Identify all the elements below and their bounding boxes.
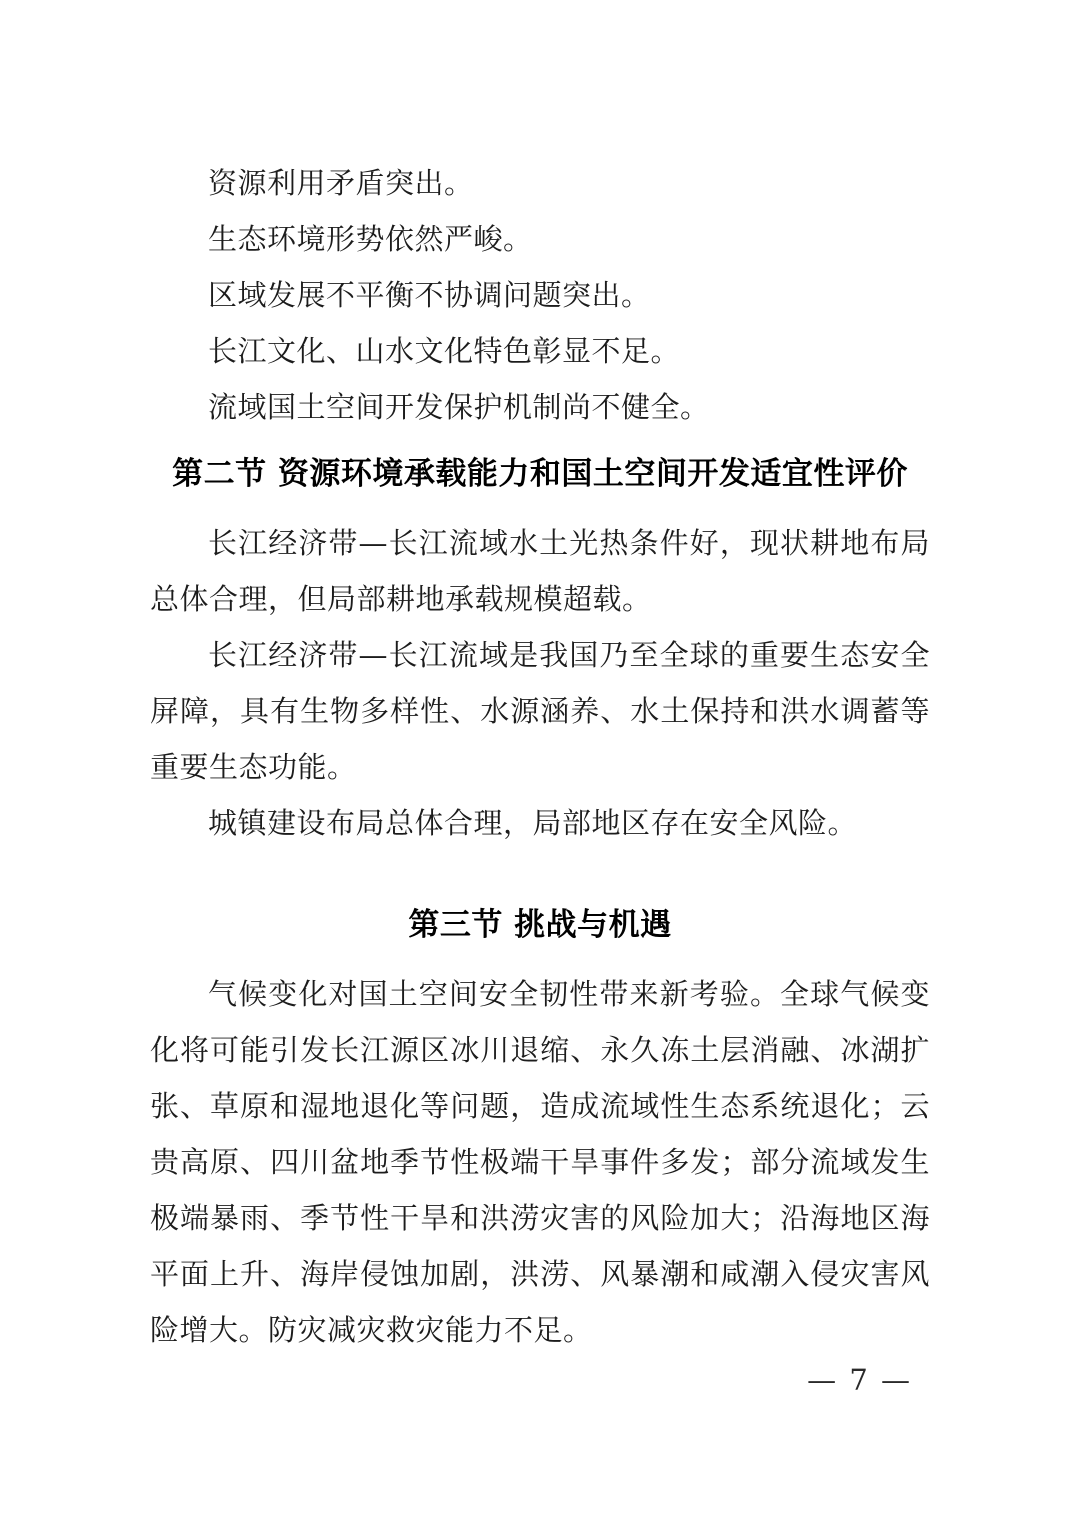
intro-line: 长江文化、山水文化特色彰显不足。 — [208, 334, 681, 368]
intro-line: 资源利用矛盾突出。 — [208, 166, 474, 200]
section-2-heading: 第二节 资源环境承载能力和国土空间开发适宜性评价 — [172, 456, 908, 492]
section-2-paragraph: 长江经济带—长江流域是我国乃至全球的重要生态安全屏障，具有生物多样性、水源涵养、水土保持和洪水调蓄等重要生态功能。 — [150, 638, 930, 784]
intro-line: 流域国土空间开发保护机制尚不健全。 — [208, 390, 710, 424]
section-3-paragraph: 气候变化对国土空间安全韧性带来新考验。全球气候变化将可能引发长江源区冰川退缩、永久冻土层消融、冰湖扩张、草原和湿地退化等问题，造成流域性生态系统退化；云贵高原、四川盆地季节性极端干旱事件多发；部分流域发生极端暴雨、季节性干旱和洪涝灾害的风险加大；沿海地区海平面上升、海岸侵蚀加剧，洪涝、风暴潮和咸潮入侵灾害风险增大。防灾减灾救灾能力不足。 — [150, 977, 930, 1347]
document-content — [150, 155, 930, 1358]
intro-line: 生态环境形势依然严峻。 — [208, 222, 533, 256]
section-2-paragraph: 城镇建设布局总体合理，局部地区存在安全风险。 — [208, 806, 858, 840]
section-2-paragraph: 长江经济带—长江流域水土光热条件好，现状耕地布局总体合理，但局部耕地承载规模超载。 — [150, 526, 930, 616]
section-3-heading: 第三节 挑战与机遇 — [408, 907, 672, 943]
page-number: — 7 — — [807, 1363, 912, 1397]
intro-line: 区域发展不平衡不协调问题突出。 — [208, 278, 651, 312]
